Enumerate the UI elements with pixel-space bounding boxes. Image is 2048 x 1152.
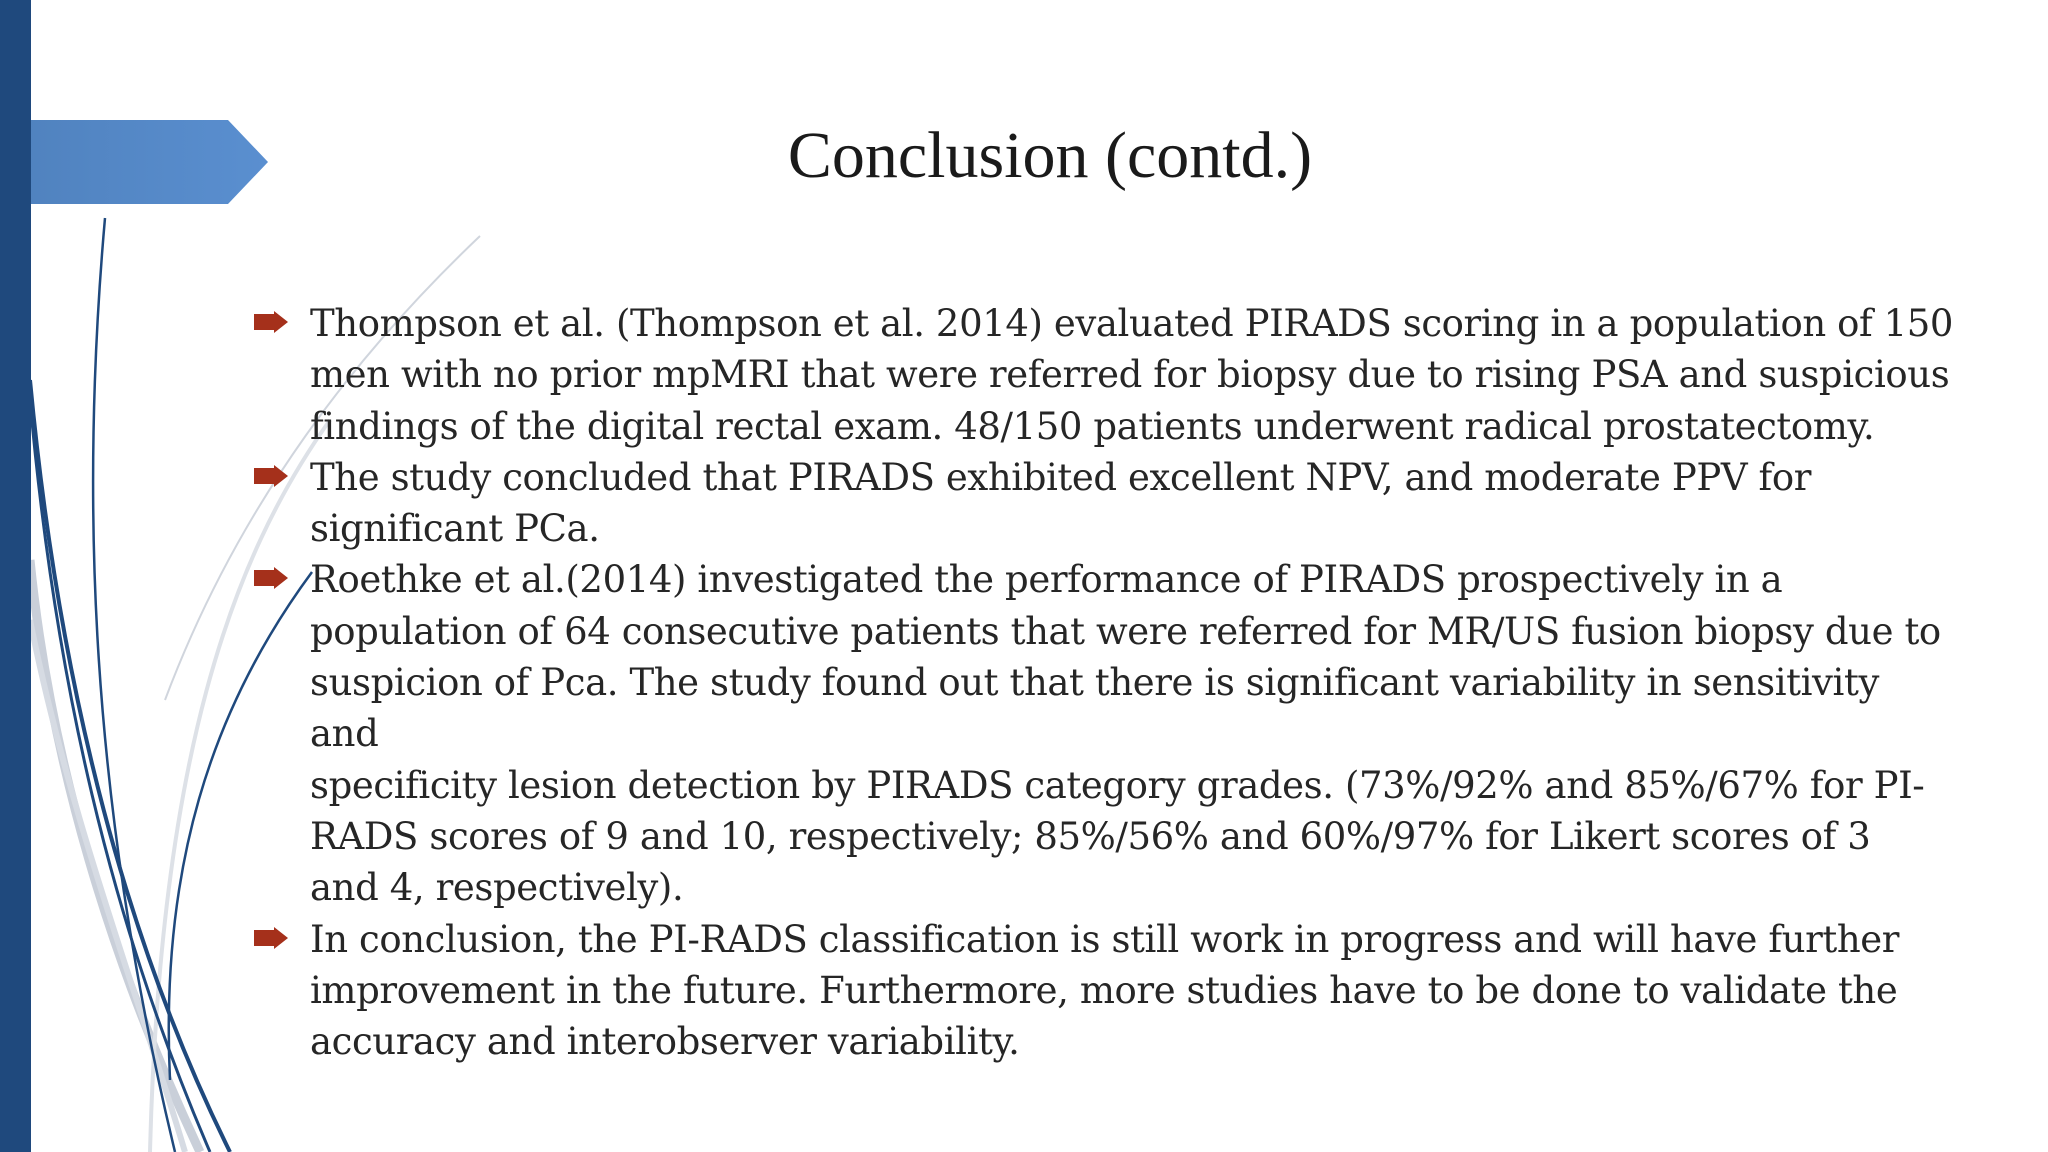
bullet-text: In conclusion, the PI-RADS classification is still work in progress and will have further improvement in the future. Furthermore, more studies have to be done to validate the accuracy and interobserver variability.	[310, 917, 1900, 1064]
bullet-item	[254, 452, 1954, 555]
slide-title: Conclusion (contd.)	[787, 119, 1313, 192]
header-arrow	[0, 120, 268, 204]
bullet-text: The study concluded that PIRADS exhibited excellent NPV, and moderate PPV for significant PCa.	[310, 455, 1811, 551]
left-accent-bar	[0, 0, 31, 1152]
bullet-item	[254, 554, 1954, 913]
arrow-bullet-icon	[254, 465, 288, 487]
bullet-text: Thompson et al. (Thompson et al. 2014) evaluated PIRADS scoring in a population of 150 men with no prior mpMRI that were referred for biopsy due to rising PSA and suspicious findings of the digital rectal exam. 48/150 patients underwent radical prostatectomy.	[310, 302, 1954, 448]
bullet-item	[254, 914, 1954, 1068]
bullet-item	[254, 298, 1954, 452]
arrow-bullet-icon	[254, 927, 288, 949]
arrow-bullet-icon	[254, 311, 288, 333]
bullet-text: Roethke et al.(2014) investigated the performance of PIRADS prospectively in a population of 64 consecutive patients that were referred for MR/US fusion biopsy due to suspicion of Pca. The study found out that there is significant variability in sensitivity and specificity lesion detection by PIRADS category grades. (73%/92% and 85%/67% for PI- RADS scores of 9 and 10, respectively; 85%/56% and 60%/97% for Likert scores of 3 and 4, respectively).	[310, 558, 1941, 910]
bullet-list	[254, 298, 1954, 1067]
arrow-bullet-icon	[254, 567, 288, 589]
